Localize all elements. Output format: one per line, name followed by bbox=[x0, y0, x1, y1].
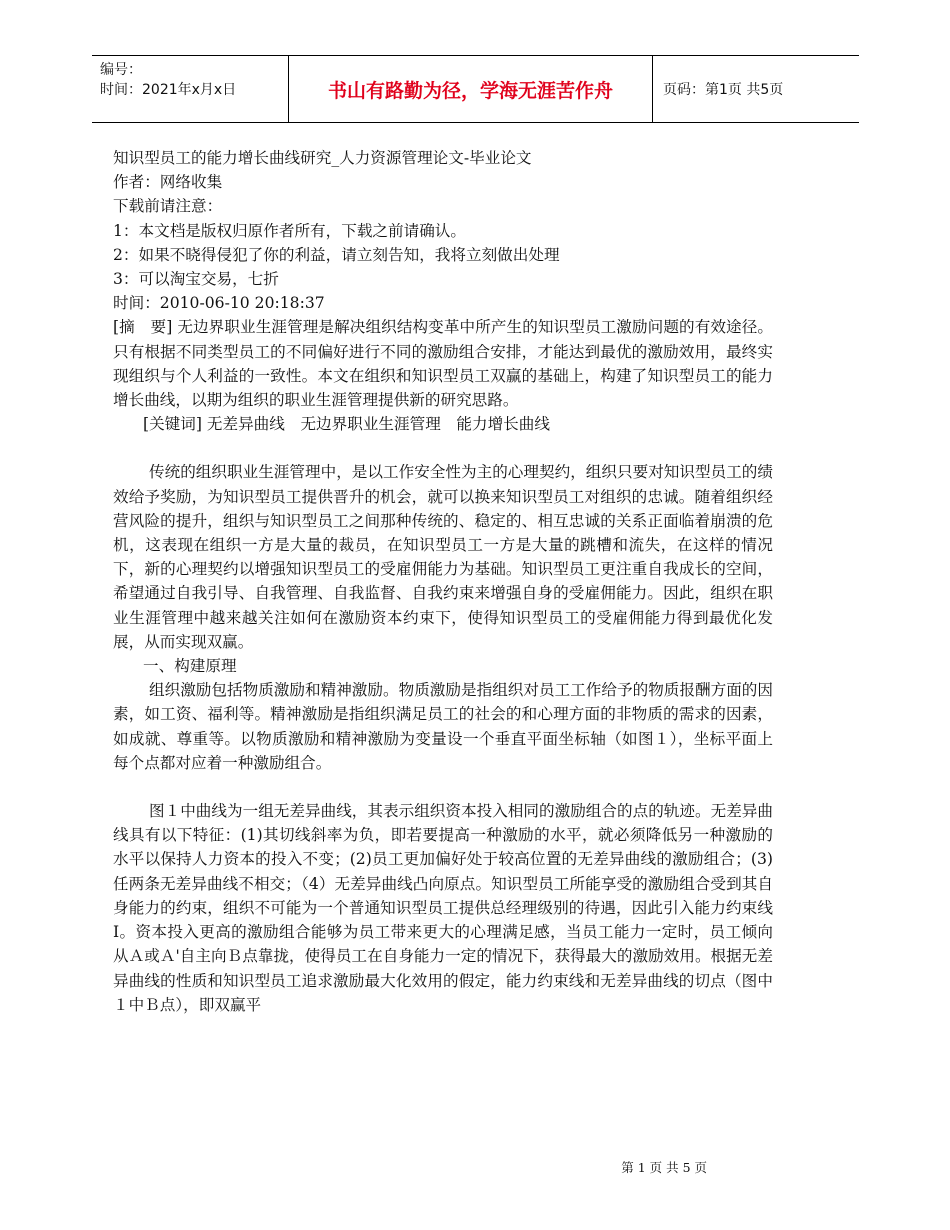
notice-heading: 下载前请注意： bbox=[113, 197, 223, 216]
header-motto: 书山有路勤为径，学海无涯苦作舟 bbox=[288, 56, 653, 122]
blank-line bbox=[113, 775, 773, 799]
document-author: 作者：网络收集 bbox=[113, 173, 223, 192]
section-heading-1: 一、构建原理 bbox=[143, 657, 237, 676]
header-page-label: 页码：第1页 共5页 bbox=[663, 82, 784, 98]
paragraph-3: 图１中曲线为一组无差异曲线，其表示组织资本投入相同的激励组合的点的轨迹。无差异曲线具有以下特征：(1)其切线斜率为负，即若要提高一种激励的水平，就必须降低另一种激励的水平以保持人力资本的投入不变；(2)员工更加偏好处于较高位置的无差异曲线的激励组合；(3)任两条无差异曲线不相交；（4）无差异曲线凸向原点。知识型员工所能享受的激励组合受到其自身能力的约束，组织不可能为一个普通知识型员工提供总经理级别的待遇，因此引入能力约束线Ⅰ。资本投入更高的激励组合能够为员工带来更大的心理满足感，当员工能力一定时，员工倾向从Ａ或Ａ'自主向Ｂ点靠拢，使得员工在自身能力一定的情况下，获得最大的激励效用。根据无差异曲线的性质和知识型员工追求激励最大化效用的假定，能力约束线和无差异曲线的切点（图中１中Ｂ点），即双赢平 bbox=[113, 802, 773, 1014]
blank-line bbox=[113, 436, 773, 460]
page-header bbox=[92, 55, 859, 123]
paragraph-2: 组织激励包括物质激励和精神激励。物质激励是指组织对员工工作给予的物质报酬方面的因素，如工资、福利等。精神激励是指组织满足员工的社会的和心理方面的非物质的需求的因素，如成就、尊重等。以物质激励和精神激励为变量设一个垂直平面坐标轴（如图１），坐标平面上每个点都对应着一种激励组合。 bbox=[113, 681, 773, 772]
keywords: [关键词] 无差异曲线 无边界职业生涯管理 能力增长曲线 bbox=[143, 415, 550, 434]
notice-item-3: 3：可以淘宝交易，七折 bbox=[113, 270, 279, 289]
document-body bbox=[113, 146, 773, 1017]
paragraph-1: 传统的组织职业生涯管理中，是以工作安全性为主的心理契约，组织只要对知识型员工的绩效给予奖励，为知识型员工提供晋升的机会，就可以换来知识型员工对组织的忠诚。随着组织经营风险的提升，组织与知识型员工之间那种传统的、稳定的、相互忠诚的关系正面临着崩溃的危机，这表现在组织一方是大量的裁员，在知识型员工一方是大量的跳槽和流失，在这样的情况下，新的心理契约以增强知识型员工的受雇佣能力为基础。知识型员工更注重自我成长的空间，希望通过自我引导、自我管理、自我监督、自我约束来增强自身的受雇佣能力。因此，组织在职业生涯管理中越来越关注如何在激励资本约束下，使得知识型员工的受雇佣能力得到最优化发展，从而实现双赢。 bbox=[113, 463, 773, 651]
notice-item-2: 2：如果不晓得侵犯了你的利益，请立刻告知，我将立刻做出处理 bbox=[113, 245, 560, 264]
document-title: 知识型员工的能力增长曲线研究_人力资源管理论文-毕业论文 bbox=[113, 149, 532, 167]
header-left bbox=[100, 60, 286, 100]
notice-item-1: 1：本文档是版权归原作者所有，下载之前请确认。 bbox=[113, 221, 466, 240]
document-time: 时间：2010-06-10 20:18:37 bbox=[113, 294, 325, 313]
abstract: [摘 要] 无边界职业生涯管理是解决组织结构变革中所产生的知识型员工激励问题的有效途径。只有根据不同类型员工的不同偏好进行不同的激励组合安排，才能达到最优的激励效用，最终实现组织与个人利益的一致性。本文在组织和知识型员工双赢的基础上，构建了知识型员工的能力增长曲线，以期为组织的职业生涯管理提供新的研究思路。 bbox=[113, 318, 773, 410]
document-time-label: 时间：2021年x月x日 bbox=[100, 82, 237, 98]
page-footer: 第 1 页 共 5 页 bbox=[621, 1160, 707, 1175]
document-number-label: 编号： bbox=[100, 62, 142, 78]
